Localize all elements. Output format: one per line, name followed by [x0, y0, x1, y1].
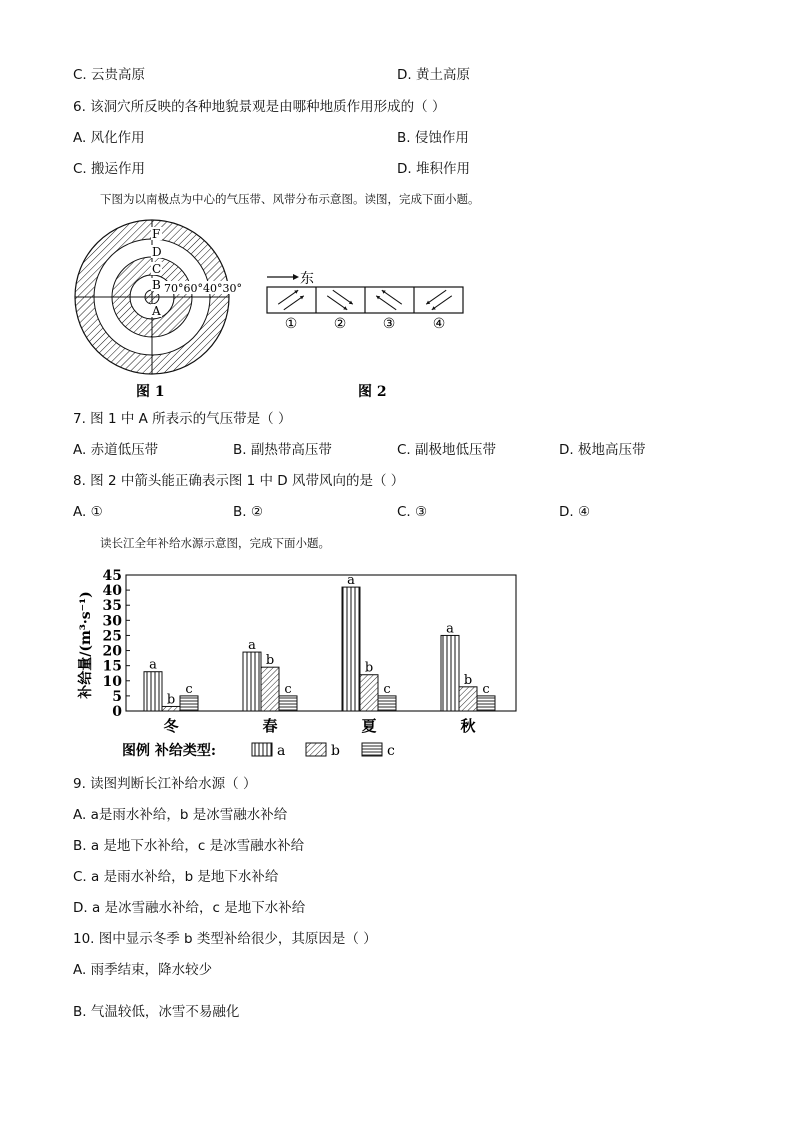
belt-label-b: B — [152, 278, 161, 292]
q7-option-a: A. 赤道低压带 — [73, 442, 159, 458]
east-label: 东 — [300, 271, 314, 287]
y-tick-label: 15 — [102, 658, 122, 675]
belt-label-a: A — [152, 304, 161, 318]
q5-option-d: D. 黄土高原 — [397, 67, 470, 83]
latitude-labels: 70°60°40°30° — [164, 282, 242, 295]
q10-option-a: A. 雨季结束，降水较少 — [73, 962, 213, 978]
q6-option-b: B. 侵蚀作用 — [397, 130, 469, 146]
intro-yangtze-chart: 读长江全年补给水源示意图，完成下面小题。 — [100, 536, 330, 550]
figure-1-concentric-diagram — [75, 220, 246, 374]
bar-a-秋 — [441, 635, 459, 711]
q7-option-d: D. 极地高压带 — [559, 442, 646, 458]
yangtze-supply-chart — [70, 565, 540, 765]
q7-option-c: C. 副极地低压带 — [397, 442, 497, 458]
q8-option-a: A. ① — [73, 504, 103, 520]
y-tick-label: 25 — [102, 628, 122, 645]
bar-label-c: c — [383, 681, 391, 697]
q9-stem: 9. 读图判断长江补给水源（ ） — [73, 776, 257, 792]
belt-label-c: C — [152, 262, 162, 276]
q7-option-b: B. 副热带高压带 — [233, 442, 332, 458]
bar-label-a: a — [446, 621, 454, 637]
box-label-3: ③ — [382, 316, 396, 332]
y-tick-label: 0 — [112, 704, 122, 720]
bar-c-冬 — [180, 696, 198, 711]
figure-1-caption: 图 1 — [136, 384, 165, 400]
belt-label-d: D — [152, 245, 162, 259]
bar-b-春 — [261, 667, 279, 711]
bar-label-b: b — [463, 672, 473, 688]
q9-option-c: C. a 是雨水补给，b 是地下水补给 — [73, 869, 279, 885]
q9-option-a: A. a是雨水补给，b 是冰雪融水补给 — [73, 807, 288, 823]
y-tick-label: 40 — [102, 583, 122, 600]
q8-option-c: C. ③ — [397, 504, 428, 520]
y-tick-label: 10 — [102, 673, 122, 690]
bar-b-秋 — [459, 687, 477, 711]
category-label: 夏 — [361, 717, 377, 735]
bar-label-b: b — [265, 653, 275, 669]
q8-option-b: B. ② — [233, 504, 263, 520]
belt-label-f: F — [152, 227, 161, 241]
q7-stem: 7. 图 1 中 A 所表示的气压带是（ ） — [73, 411, 292, 427]
q8-stem: 8. 图 2 中箭头能正确表示图 1 中 D 风带风向的是（ ） — [73, 473, 405, 489]
q6-stem: 6. 该洞穴所反映的各种地貌景观是由哪种地质作用形成的（ ） — [73, 99, 446, 115]
q6-option-a: A. 风化作用 — [73, 130, 145, 146]
legend-label-c: c — [387, 743, 395, 759]
bar-label-b: b — [166, 692, 176, 708]
q5-option-c: C. 云贵高原 — [73, 67, 146, 83]
q10-option-b: B. 气温较低，冰雪不易融化 — [73, 1004, 240, 1020]
category-label: 冬 — [163, 717, 179, 735]
category-label: 秋 — [460, 717, 476, 735]
q10-stem: 10. 图中显示冬季 b 类型补给很少，其原因是（ ） — [73, 931, 377, 947]
bar-a-夏 — [342, 587, 360, 711]
bar-label-a: a — [248, 638, 256, 654]
figure-2-arrow-boxes — [267, 271, 463, 332]
y-tick-label: 20 — [102, 643, 122, 660]
bar-label-c: c — [185, 681, 193, 697]
y-tick-label: 45 — [102, 568, 122, 584]
bar-label-c: c — [482, 681, 490, 697]
bar-c-夏 — [378, 696, 396, 711]
bar-label-c: c — [284, 681, 292, 697]
chart-y-axis-label: 补给量/(m³·s⁻¹) — [78, 591, 94, 699]
bar-label-b: b — [364, 660, 374, 676]
q6-option-d: D. 堆积作用 — [397, 161, 470, 177]
bar-label-a: a — [149, 657, 157, 673]
bar-c-秋 — [477, 696, 495, 711]
figure-2-caption: 图 2 — [358, 384, 387, 400]
bar-a-春 — [243, 652, 261, 711]
legend-swatch-c — [362, 743, 382, 756]
legend-swatch-a — [252, 743, 272, 756]
y-tick-label: 30 — [102, 613, 122, 630]
box-label-1: ① — [284, 316, 298, 332]
bar-b-夏 — [360, 675, 378, 711]
legend-label-b: b — [331, 743, 340, 759]
bar-a-冬 — [144, 672, 162, 711]
bar-label-a: a — [347, 573, 355, 589]
y-tick-label: 5 — [112, 688, 122, 705]
category-label: 春 — [262, 717, 278, 735]
q9-option-b: B. a 是地下水补给，c 是冰雪融水补给 — [73, 838, 305, 854]
y-tick-label: 35 — [102, 598, 122, 615]
legend-title: 图例 补给类型: — [122, 743, 217, 759]
bar-c-春 — [279, 696, 297, 711]
legend-swatch-b — [306, 743, 326, 756]
figure-1-2 — [60, 215, 480, 405]
legend-label-a: a — [277, 743, 286, 759]
q8-option-d: D. ④ — [559, 504, 591, 520]
box-label-2: ② — [333, 316, 347, 332]
intro-pressure-belts: 下图为以南极点为中心的气压带、风带分布示意图。读图，完成下面小题。 — [100, 192, 480, 206]
q6-option-c: C. 搬运作用 — [73, 161, 146, 177]
q9-option-d: D. a 是冰雪融水补给，c 是地下水补给 — [73, 900, 306, 916]
box-label-4: ④ — [432, 316, 446, 332]
